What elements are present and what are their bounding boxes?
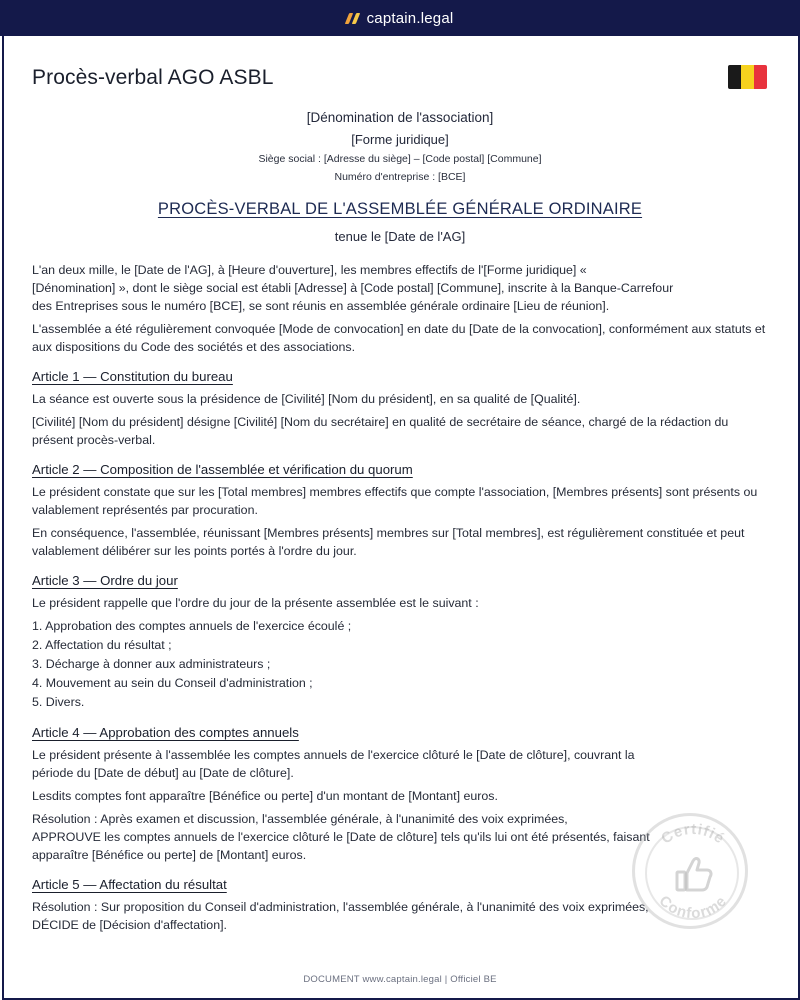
main-heading-text: PROCÈS-VERBAL DE L'ASSEMBLÉE GÉNÉRALE ORDINAIRE	[157, 200, 643, 218]
top-banner	[0, 0, 800, 36]
article-4-line: période du [Date de début] au [Date de clôture].	[32, 766, 294, 780]
article-1-paragraph: [Civilité] [Nom du président] désigne [Civilité] [Nom du secrétaire] en qualité de secrétaire de séance, chargé de la rédaction du présent procès-verbal.	[32, 415, 729, 447]
article-3-title: Article 3 — Ordre du jour	[32, 573, 178, 588]
article-5-line: DÉCIDE de [Décision d'affectation].	[32, 918, 227, 932]
agenda-item: 3. Décharge à donner aux administrateurs ;	[32, 657, 271, 671]
article-1-paragraph: La séance est ouverte sous la présidence de [Civilité] [Nom du président], en sa qualité de [Qualité].	[32, 392, 581, 406]
article-4-line: APPROUVE les comptes annuels de l'exercice clôturé le [Date de clôture] tels qu'ils lui ont été présentés, faisant	[32, 830, 650, 844]
article-1-title: Article 1 — Constitution du bureau	[32, 369, 233, 384]
agenda-item: 4. Mouvement au sein du Conseil d'administration ;	[32, 676, 313, 690]
article-4-title: Article 4 — Approbation des comptes annuels	[32, 725, 299, 740]
main-subheading: tenue le [Date de l'AG]	[334, 229, 466, 244]
association-seat: Siège social : [Adresse du siège] – [Code postal] [Commune]	[258, 153, 542, 165]
document-body	[32, 261, 770, 939]
article-2-title: Article 2 — Composition de l'assemblée et vérification du quorum	[32, 462, 413, 477]
intro-paragraph-2: L'assemblée a été régulièrement convoquée [Mode de convocation] en date du [Date de la convocation], conformément aux statuts et aux dispositions du Code des sociétés et des associations.	[32, 322, 766, 354]
article-4-paragraph	[32, 746, 770, 782]
footer-text[interactable]: DOCUMENT www.captain.legal | Officiel BE	[303, 974, 497, 985]
article-5-title: Article 5 — Affectation du résultat	[32, 877, 227, 892]
agenda-item: 2. Affectation du résultat ;	[32, 638, 172, 652]
article-4-line: Le président présente à l'assemblée les comptes annuels de l'exercice clôturé le [Date de clôture], couvrant la	[32, 748, 635, 762]
association-form: [Forme juridique]	[351, 132, 449, 147]
article-2-paragraph: En conséquence, l'assemblée, réunissant [Membres présents] membres sur [Total membres], est régulièrement constituée et peut valablement délibérer sur les points portés à l'ordre du jour.	[32, 526, 745, 558]
article-2-paragraph: Le président constate que sur les [Total membres] membres effectifs que compte l'association, [Membres présents] sont présents ou valablement représentés par procuration.	[32, 485, 758, 517]
article-3-paragraph: Le président rappelle que l'ordre du jour de la présente assemblée est le suivant :	[32, 596, 479, 610]
article-4-line: apparaître [Bénéfice ou perte] de [Montant] euros.	[32, 848, 307, 862]
association-number: Numéro d'entreprise : [BCE]	[334, 171, 466, 183]
belgium-flag-icon	[728, 65, 767, 89]
brand-name[interactable]: captain.legal	[366, 9, 454, 27]
article-4-resolution	[32, 810, 770, 864]
association-name: [Dénomination de l'association]	[306, 110, 494, 125]
intro-line: [Dénomination] », dont le siège social est établi [Adresse] à [Code postal] [Commune], inscrite à la Banque-Carrefour	[32, 281, 674, 295]
intro-line: des Entreprises sous le numéro [BCE], se sont réunis en assemblée générale ordinaire [Lieu de réunion].	[32, 299, 610, 313]
article-5-line: Résolution : Sur proposition du Conseil d'administration, l'assemblée générale, à l'unanimité des voix exprimées,	[32, 900, 649, 914]
brand-logo-icon	[344, 13, 359, 24]
article-4-paragraph: Lesdits comptes font apparaître [Bénéfice ou perte] d'un montant de [Montant] euros.	[32, 789, 498, 803]
main-heading	[0, 200, 800, 219]
agenda-item: 5. Divers.	[32, 695, 85, 709]
agenda-item: 1. Approbation des comptes annuels de l'exercice écoulé ;	[32, 619, 352, 633]
intro-line: L'an deux mille, le [Date de l'AG], à [Heure d'ouverture], les membres effectifs de l'[Forme juridique] «	[32, 263, 587, 277]
article-4-line: Résolution : Après examen et discussion, l'assemblée générale, à l'unanimité des voix exprimées,	[32, 812, 568, 826]
stamp-top-text: Certifié	[658, 820, 729, 848]
intro-paragraph-1	[32, 261, 770, 315]
article-5-resolution	[32, 898, 770, 934]
document-title: Procès-verbal AGO ASBL	[32, 66, 274, 89]
stamp-bottom-text: Conforme	[655, 892, 731, 923]
